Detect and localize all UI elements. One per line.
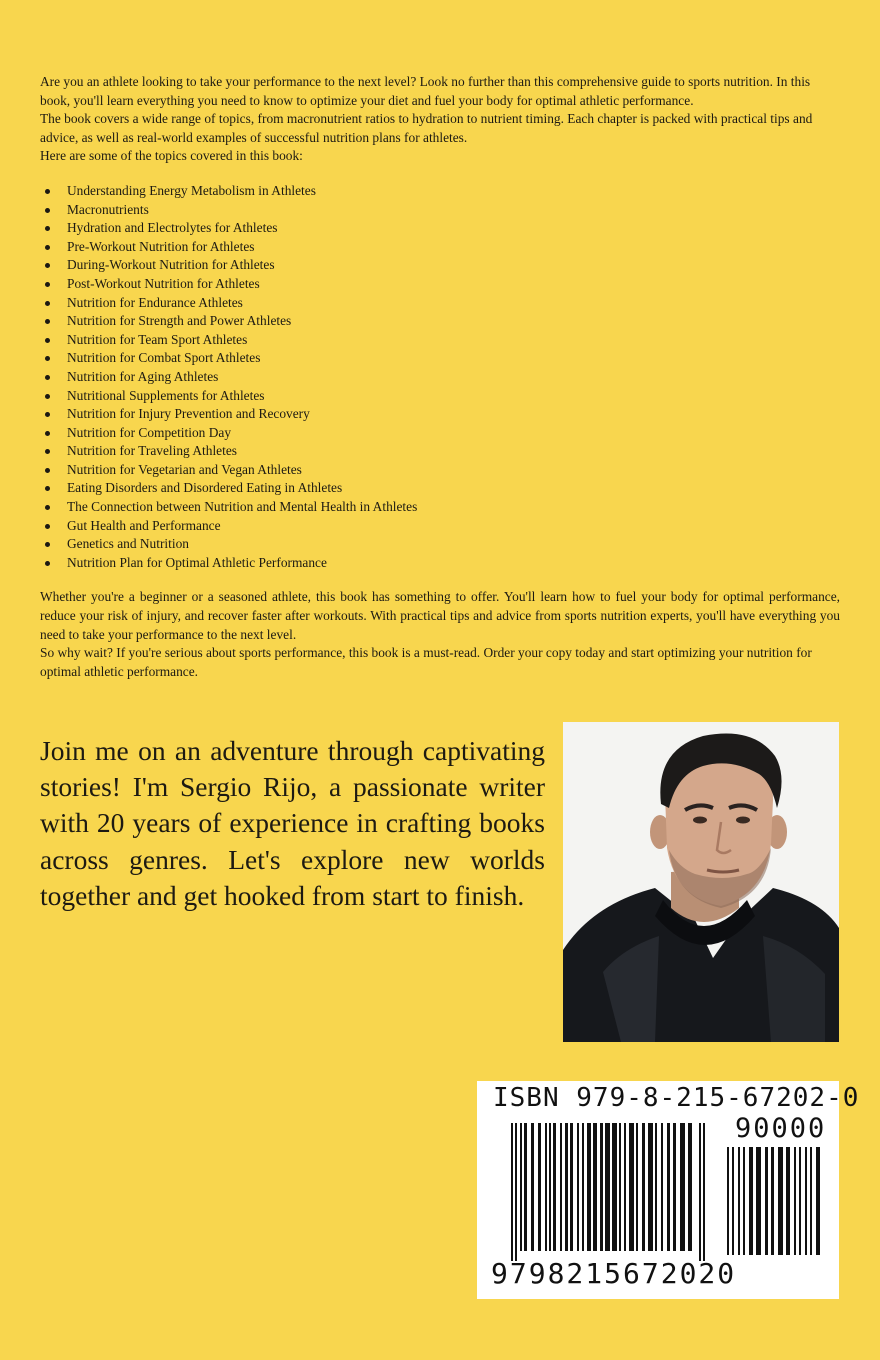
topic-item: Post-Workout Nutrition for Athletes bbox=[40, 275, 840, 294]
topic-item: Nutrition for Aging Athletes bbox=[40, 368, 840, 387]
topic-item: Nutrition for Team Sport Athletes bbox=[40, 331, 840, 350]
barcode-bar bbox=[582, 1123, 584, 1251]
addon-bar bbox=[732, 1147, 734, 1255]
bullet-icon bbox=[45, 486, 50, 491]
topics-list bbox=[40, 182, 840, 572]
author-portrait-drawing bbox=[563, 722, 839, 1042]
barcode-bar bbox=[661, 1123, 663, 1251]
bullet-icon bbox=[45, 319, 50, 324]
topic-item: Nutrition for Vegetarian and Vegan Athletes bbox=[40, 461, 840, 480]
topic-item: Nutrition for Endurance Athletes bbox=[40, 294, 840, 313]
addon-bar bbox=[771, 1147, 774, 1255]
bullet-icon bbox=[45, 561, 50, 566]
topic-item: Pre-Workout Nutrition for Athletes bbox=[40, 238, 840, 257]
bullet-icon bbox=[45, 245, 50, 250]
price-code: 90000 bbox=[735, 1113, 827, 1144]
closing-paragraph-1: Whether you're a beginner or a seasoned athlete, this book has something to offer. You'll learn how to fuel your body for optimal performance, reduce your risk of injury, and recover faster after workouts. With practical tips and advice from sports nutrition experts, you'll have everything you need to take your performance to the next level. bbox=[40, 589, 840, 642]
intro-paragraph-1: Are you an athlete looking to take your performance to the next level? Look no further than this comprehensive guide to sports nutrition. In this book, you'll learn everything you need to know to optimize your diet and fuel your body for optimal athletic performance. bbox=[40, 74, 811, 108]
author-portrait-icon bbox=[563, 722, 839, 1042]
bullet-icon bbox=[45, 468, 50, 473]
intro-paragraph-2: The book covers a wide range of topics, from macronutrient ratios to hydration to nutrient timing. Each chapter is packed with practical tips and advice, as well as real-world examples of successful nutrition plans for athletes. bbox=[40, 111, 813, 145]
barcode-guard-bar bbox=[703, 1123, 705, 1261]
barcode-bar bbox=[688, 1123, 692, 1251]
barcode-bar bbox=[553, 1123, 556, 1251]
author-bio: Join me on an adventure through captivating stories! I'm Sergio Rijo, a passionate writer with 20 years of experience in crafting books across genres. Let's explore new worlds together and get hooked from start to finish. bbox=[40, 735, 545, 911]
addon-bar bbox=[778, 1147, 783, 1255]
topic-item: Nutritional Supplements for Athletes bbox=[40, 387, 840, 406]
bullet-icon bbox=[45, 282, 50, 287]
bullet-icon bbox=[45, 412, 50, 417]
addon-bar bbox=[810, 1147, 812, 1255]
bullet-icon bbox=[45, 431, 50, 436]
topic-item: Nutrition for Traveling Athletes bbox=[40, 442, 840, 461]
barcode-bar bbox=[680, 1123, 685, 1251]
barcode-bar bbox=[549, 1123, 551, 1251]
barcode-bar bbox=[545, 1123, 547, 1251]
barcode-bar bbox=[560, 1123, 562, 1251]
bullet-icon bbox=[45, 449, 50, 454]
barcode-bar bbox=[673, 1123, 676, 1251]
topic-item: Understanding Energy Metabolism in Athletes bbox=[40, 182, 840, 201]
addon-bar bbox=[765, 1147, 768, 1255]
addon-bar bbox=[799, 1147, 801, 1255]
isbn-label: ISBN 979-8-215-67202-0 bbox=[493, 1083, 860, 1113]
barcode-guard-bar bbox=[699, 1123, 701, 1261]
barcode-bar bbox=[624, 1123, 626, 1251]
topic-item: Eating Disorders and Disordered Eating in Athletes bbox=[40, 479, 840, 498]
topic-item: The Connection between Nutrition and Mental Health in Athletes bbox=[40, 498, 840, 517]
barcode-bar bbox=[648, 1123, 653, 1251]
barcode-guard-bar bbox=[515, 1123, 517, 1261]
barcode-bar bbox=[629, 1123, 634, 1251]
addon-bar bbox=[805, 1147, 807, 1255]
topic-item: Genetics and Nutrition bbox=[40, 535, 840, 554]
barcode-bar bbox=[619, 1123, 621, 1251]
bullet-icon bbox=[45, 505, 50, 510]
bullet-icon bbox=[45, 524, 50, 529]
isbn-barcode bbox=[477, 1081, 860, 1299]
addon-bar bbox=[794, 1147, 796, 1255]
barcode-bar bbox=[570, 1123, 573, 1251]
addon-bar bbox=[738, 1147, 740, 1255]
topic-item: Nutrition for Combat Sport Athletes bbox=[40, 349, 840, 368]
barcode-bar bbox=[600, 1123, 603, 1251]
intro-paragraph-3: Here are some of the topics covered in this book: bbox=[40, 148, 303, 164]
barcode-bar bbox=[605, 1123, 610, 1251]
barcode-bar bbox=[593, 1123, 597, 1251]
bullet-icon bbox=[45, 189, 50, 194]
bullet-icon bbox=[45, 208, 50, 213]
addon-bar bbox=[786, 1147, 790, 1255]
topic-item: Nutrition Plan for Optimal Athletic Performance bbox=[40, 554, 840, 573]
barcode-bar bbox=[531, 1123, 534, 1251]
barcode-guard-bar bbox=[511, 1123, 513, 1261]
ean-digits: 9798215672020 bbox=[491, 1257, 737, 1290]
topic-item: Hydration and Electrolytes for Athletes bbox=[40, 219, 840, 238]
barcode-bar bbox=[667, 1123, 670, 1251]
barcode-bar bbox=[642, 1123, 645, 1251]
barcode-bar bbox=[538, 1123, 541, 1251]
barcode-bar bbox=[612, 1123, 617, 1251]
barcode-bar bbox=[520, 1123, 522, 1251]
barcode-bar bbox=[636, 1123, 638, 1251]
bullet-icon bbox=[45, 301, 50, 306]
addon-bar bbox=[756, 1147, 761, 1255]
book-description bbox=[40, 73, 840, 681]
bullet-icon bbox=[45, 263, 50, 268]
bullet-icon bbox=[45, 375, 50, 380]
barcode-bar bbox=[565, 1123, 568, 1251]
bullet-icon bbox=[45, 394, 50, 399]
addon-bar bbox=[749, 1147, 753, 1255]
topic-item: Nutrition for Strength and Power Athletes bbox=[40, 312, 840, 331]
barcode-bar bbox=[587, 1123, 591, 1251]
topic-item: During-Workout Nutrition for Athletes bbox=[40, 256, 840, 275]
topic-item: Nutrition for Competition Day bbox=[40, 424, 840, 443]
bullet-icon bbox=[45, 226, 50, 231]
addon-bar bbox=[727, 1147, 729, 1255]
bullet-icon bbox=[45, 338, 50, 343]
topic-item: Gut Health and Performance bbox=[40, 517, 840, 536]
bullet-icon bbox=[45, 356, 50, 361]
bullet-icon bbox=[45, 542, 50, 547]
barcode-bar bbox=[524, 1123, 527, 1251]
barcode-bar bbox=[655, 1123, 657, 1251]
barcode-bar bbox=[577, 1123, 579, 1251]
addon-bar bbox=[816, 1147, 820, 1255]
addon-bar bbox=[743, 1147, 745, 1255]
topic-item: Nutrition for Injury Prevention and Recovery bbox=[40, 405, 840, 424]
closing-paragraph-2: So why wait? If you're serious about sports performance, this book is a must-read. Order your copy today and start optimizing your nutrition for optimal athletic performance. bbox=[40, 645, 812, 679]
topic-item: Macronutrients bbox=[40, 201, 840, 220]
